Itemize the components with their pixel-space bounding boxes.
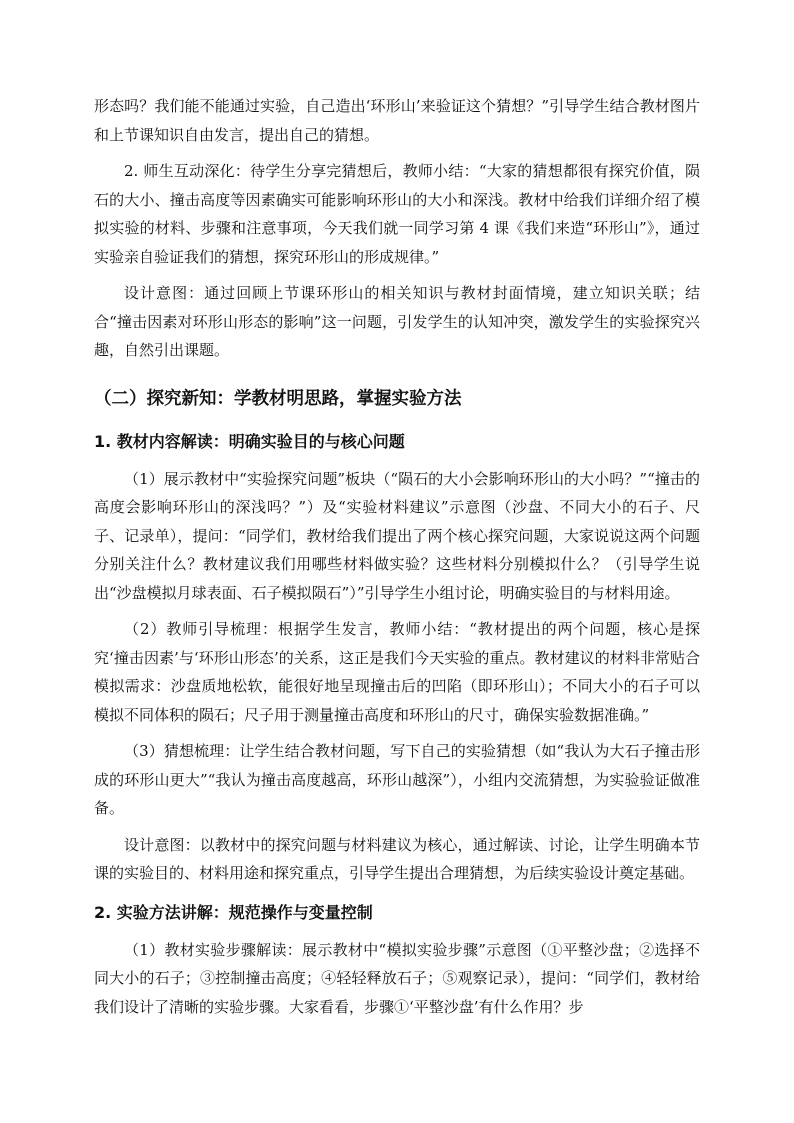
paragraph: （3）猜想梳理：让学生结合教材问题，写下自己的实验猜想（如“我认为大石子撞击形成的环形山更大”“我认为撞击高度越高，环形山越深”），小组内交流猜想，为实验验证做准备。 [94, 742, 700, 817]
paragraph: （2）教师引导梳理：根据学生发言，教师小结：“教材提出的两个问题，核心是探究‘撞击因素’与‘环形山形态’的关系，这正是我们今天实验的重点。教材建议的材料非常贴合模拟需求：沙盘质地松软，能很好地呈现撞击后的凹陷（即环形山）；不同大小的石子可以模拟不同体积的陨石；尺子用于测量撞击高度和环形山的尺寸，确保实验数据准确。” [94, 620, 700, 724]
paragraph: 形态吗？我们能不能通过实验，自己造出‘环形山’来验证这个猜想？”引导学生结合教材图片和上节课知识自由发言，提出自己的猜想。 [94, 97, 700, 144]
document-page [94, 92, 700, 1029]
section-heading: （二）探究新知：学教材明思路，掌握实验方法 [94, 388, 462, 409]
subsection-heading: 1. 教材内容解读：明确实验目的与核心问题 [94, 431, 405, 451]
design-intent-paragraph: 设计意图：以教材中的探究问题与材料建议为核心，通过解读、讨论，让学生明确本节课的实验目的、材料用途和探究重点，引导学生提出合理猜想，为后续实验设计奠定基础。 [94, 835, 700, 882]
subsection-heading: 2. 实验方法讲解：规范操作与变量控制 [94, 902, 373, 922]
paragraph: （1）教材实验步骤解读：展示教材中“模拟实验步骤”示意图（①平整沙盘；②选择不同大小的石子；③控制撞击高度；④轻轻释放石子；⑤观察记录），提问：“同学们，教材给我们设计了清晰的实验步骤。大家看看，步骤①‘平整沙盘’有什么作用？步 [94, 940, 700, 1016]
design-intent-paragraph: 设计意图：通过回顾上节课环形山的相关知识与教材封面情境，建立知识关联；结合“撞击因素对环形山形态的影响”这一问题，引发学生的认知冲突，激发学生的实验探究兴趣，自然引出课题。 [94, 284, 700, 359]
paragraph: 2. 师生互动深化：待学生分享完猜想后，教师小结：“大家的猜想都很有探究价值，陨石的大小、撞击高度等因素确实可能影响环形山的大小和深浅。教材中给我们详细介绍了模拟实验的材料、步骤和注意事项，今天我们就一同学习第 4 课《我们来造“环形山”》，通过实验亲自验证我们的猜想，探究环形山的形成规律。” [94, 162, 700, 266]
paragraph: （1）展示教材中“实验探究问题”板块（“陨石的大小会影响环形山的大小吗？”“撞击的高度会影响环形山的深浅吗？”）及“实验材料建议”示意图（沙盘、不同大小的石子、尺子、记录单），提问：“同学们，教材给我们提出了两个核心探究问题，大家说说这两个问题分别关注什么？教材建议我们用哪些材料做实验？这些材料分别模拟什么？（引导学生说出“沙盘模拟月球表面、石子模拟陨石”）”引导学生小组讨论，明确实验目的与材料用途。 [94, 469, 700, 602]
